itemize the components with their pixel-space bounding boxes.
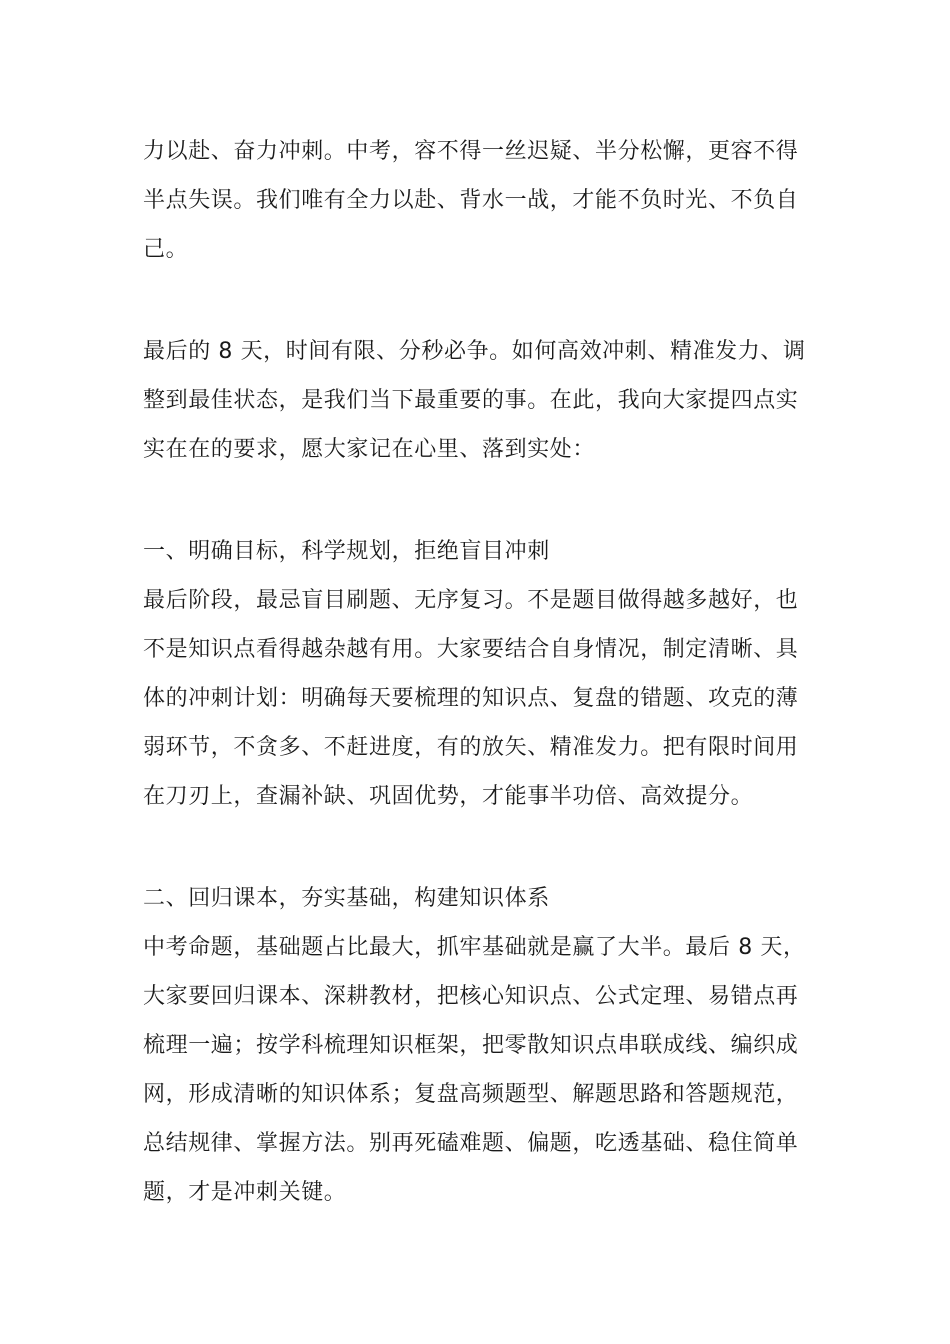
- text-line: 实在在的要求，愿大家记在心里、落到实处：: [143, 437, 596, 462]
- text-line: 半点失误。我们唯有全力以赴、背水一战，才能不负时光、不负自: [143, 188, 799, 213]
- text-line: 己。: [143, 237, 189, 262]
- text-line: 在刀刃上，查漏补缺、巩固优势，才能事半功倍、高效提分。: [143, 784, 754, 809]
- text-line: 梳理一遍；按学科梳理知识框架，把零散知识点串联成线、编织成: [143, 1033, 799, 1058]
- text-line: 中考命题，基础题占比最大，抓牢基础就是赢了大半。最后 8 天，: [143, 935, 806, 960]
- text-line: 力以赴、奋力冲刺。中考，容不得一丝迟疑、半分松懈，更容不得: [143, 139, 799, 164]
- text-line: 弱环节，不贪多、不赶进度，有的放矢、精准发力。把有限时间用: [143, 735, 799, 760]
- text-line: 总结规律、掌握方法。别再死磕难题、偏题，吃透基础、稳住简单: [143, 1131, 799, 1156]
- section-heading: 一、明确目标，科学规划，拒绝盲目冲刺: [143, 539, 550, 564]
- text-line: 最后的 8 天，时间有限、分秒必争。如何高效冲刺、精准发力、调: [143, 339, 806, 364]
- section-heading: 二、回归课本，夯实基础，构建知识体系: [143, 886, 550, 911]
- text-line: 不是知识点看得越杂越有用。大家要结合自身情况，制定清晰、具: [143, 637, 799, 662]
- text-line: 大家要回归课本、深耕教材，把核心知识点、公式定理、易错点再: [143, 984, 799, 1009]
- text-line: 最后阶段，最忌盲目刷题、无序复习。不是题目做得越多越好，也: [143, 588, 799, 613]
- text-line: 体的冲刺计划：明确每天要梳理的知识点、复盘的错题、攻克的薄: [143, 686, 799, 711]
- text-line: 题，才是冲刺关键。: [143, 1180, 347, 1205]
- text-line: 整到最佳状态，是我们当下最重要的事。在此，我向大家提四点实: [143, 388, 799, 413]
- text-line: 网，形成清晰的知识体系；复盘高频题型、解题思路和答题规范，: [143, 1082, 799, 1107]
